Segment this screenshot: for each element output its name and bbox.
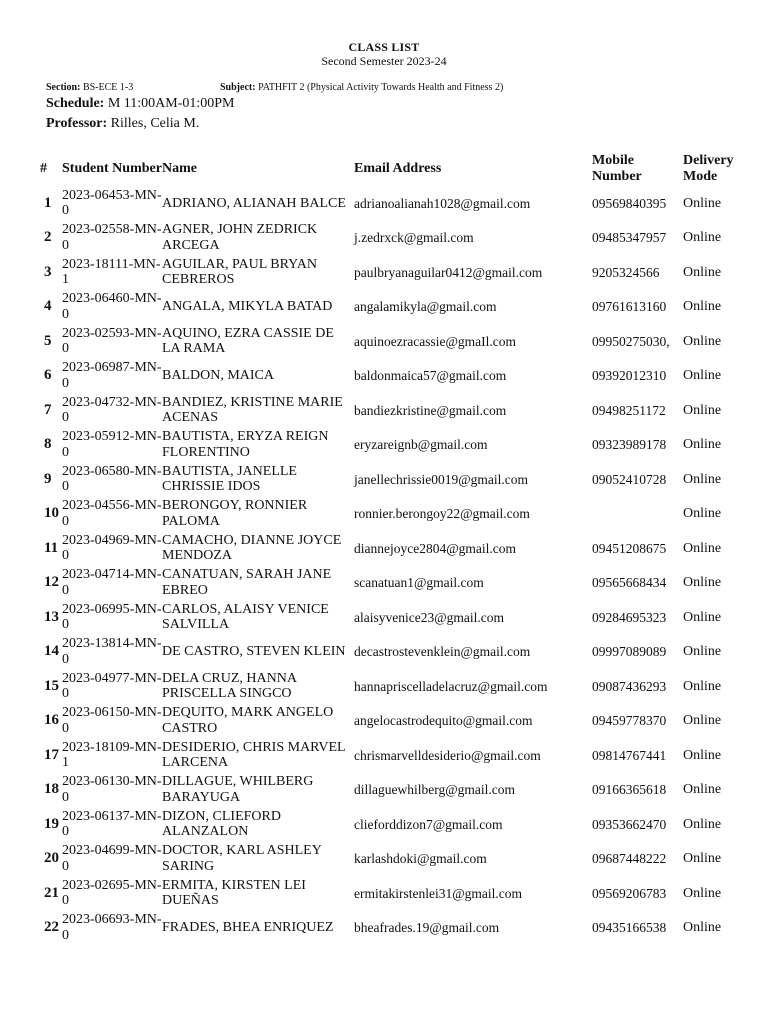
delivery-mode-cell: Online <box>683 230 722 245</box>
row-number: 22 <box>44 919 59 935</box>
delivery-mode-cell: Online <box>683 851 722 866</box>
student-number-cell: 2023-06995-MN-0 <box>62 601 162 633</box>
email-cell: alaisyvenice23@gmail.com <box>354 609 505 625</box>
row-number: 19 <box>44 815 59 832</box>
delivery-mode-cell: Online <box>683 264 722 280</box>
name-cell: ADRIANO, ALIANAH BALCE <box>162 195 346 211</box>
delivery-mode-cell: Online <box>683 368 722 383</box>
col-header-name: Name <box>162 161 197 176</box>
table-row <box>40 566 750 601</box>
row-number: 4 <box>44 298 52 314</box>
delivery-mode-cell: Online <box>683 713 722 728</box>
delivery-mode-cell: Online <box>683 747 722 763</box>
student-number-cell: 2023-06137-MN-0 <box>62 808 162 840</box>
delivery-mode-cell: Online <box>683 299 722 314</box>
mobile-cell: 09687448222 <box>592 851 667 866</box>
mobile-cell: 09353662470 <box>592 816 667 832</box>
name-cell: DE CASTRO, STEVEN KLEIN <box>162 644 346 659</box>
student-number-cell: 2023-02593-MN-0 <box>62 325 162 357</box>
student-number-cell: 2023-05912-MN-0 <box>62 429 162 460</box>
professor-value: Rilles, Celia M. <box>110 116 200 131</box>
name-cell: ERMITA, KIRSTEN LEI DUEÑAS <box>162 877 306 909</box>
delivery-mode-cell: Online <box>683 506 722 521</box>
student-number-cell: 2023-06453-MN-0 <box>62 187 162 219</box>
delivery-mode-cell: Online <box>683 471 722 487</box>
table-row <box>40 669 750 704</box>
name-cell: DOCTOR, KARL ASHLEY SARING <box>162 843 322 874</box>
mobile-cell: 09485347957 <box>592 230 667 245</box>
section-info <box>46 82 133 93</box>
row-number: 20 <box>44 850 59 866</box>
mobile-cell: 09392012310 <box>592 368 667 383</box>
mobile-cell: 09323989178 <box>592 437 667 452</box>
row-number: 12 <box>44 574 59 590</box>
mobile-cell: 09087436293 <box>592 678 667 694</box>
email-cell: angalamikyla@gmail.com <box>354 299 497 314</box>
student-number-cell: 2023-04714-MN-0 <box>62 567 162 598</box>
row-number: 18 <box>44 781 59 797</box>
mobile-cell: 09435166538 <box>592 920 667 935</box>
row-number: 1 <box>44 194 52 211</box>
table-row <box>40 911 750 946</box>
col-header-email: Email Address <box>354 161 442 176</box>
row-number: 15 <box>44 677 59 694</box>
table-row <box>40 497 750 532</box>
student-number-cell: 2023-18111-MN-1 <box>62 256 161 288</box>
table-row <box>40 635 750 670</box>
student-number-cell: 2023-06580-MN-0 <box>62 463 162 495</box>
email-cell: ermitakirstenlei31@gmail.com <box>354 885 523 901</box>
delivery-mode-cell: Online <box>683 195 722 211</box>
row-number: 8 <box>44 436 52 452</box>
row-number: 9 <box>44 470 52 487</box>
delivery-mode-cell: Online <box>683 920 722 935</box>
name-cell: BERONGOY, RONNIER PALOMA <box>162 498 308 529</box>
student-number-cell: 2023-06150-MN-0 <box>62 705 162 736</box>
mobile-cell: 09498251172 <box>592 402 666 418</box>
name-cell: CARLOS, ALAISY VENICE SALVILLA <box>162 601 329 633</box>
email-cell: scanatuan1@gmail.com <box>354 575 484 590</box>
name-cell: BALDON, MAICA <box>162 368 274 383</box>
table-row <box>40 807 750 842</box>
email-cell: angelocastrodequito@gmail.com <box>354 713 533 728</box>
delivery-mode-cell: Online <box>683 885 722 901</box>
table-row <box>40 462 750 497</box>
delivery-mode-cell: Online <box>683 816 722 832</box>
schedule-line <box>46 96 235 112</box>
row-number: 2 <box>44 229 52 245</box>
subject-label: Subject: <box>220 82 256 93</box>
name-cell: AGUILAR, PAUL BRYAN CEBREROS <box>162 256 317 288</box>
name-cell: BANDIEZ, KRISTINE MARIE ACENAS <box>162 394 343 426</box>
row-number: 14 <box>44 643 59 659</box>
email-cell: adrianoalianah1028@gmail.com <box>354 195 531 211</box>
mobile-cell: 09761613160 <box>592 299 667 314</box>
name-cell: DESIDERIO, CHRIS MARVEL LARCENA <box>162 739 346 771</box>
mobile-cell: 09814767441 <box>592 747 667 763</box>
email-cell: eryzareignb@gmail.com <box>354 437 488 452</box>
delivery-mode-cell: Online <box>683 333 722 349</box>
name-cell: CANATUAN, SARAH JANE EBREO <box>162 567 332 598</box>
table-row <box>40 600 750 635</box>
row-number: 17 <box>44 746 59 763</box>
table-row <box>40 876 750 911</box>
email-cell: bandiezkristine@gmail.com <box>354 402 507 418</box>
mobile-cell: 09950275030, <box>592 333 670 349</box>
table-row <box>40 324 750 359</box>
student-number-cell: 2023-18109-MN-1 <box>62 739 162 771</box>
student-number-cell: 2023-04556-MN-0 <box>62 498 162 529</box>
name-cell: DILLAGUE, WHILBERG BARAYUGA <box>162 774 314 805</box>
name-cell: BAUTISTA, JANELLE CHRISSIE IDOS <box>162 463 297 495</box>
table-row <box>40 290 750 325</box>
table-row <box>40 221 750 256</box>
mobile-cell: 9205324566 <box>592 264 660 280</box>
schedule-label: Schedule: <box>46 96 105 111</box>
mobile-cell: 09569840395 <box>592 195 667 211</box>
email-cell: j.zedrxck@gmail.com <box>354 230 474 245</box>
row-number: 3 <box>44 263 52 280</box>
row-number: 11 <box>44 539 59 556</box>
mobile-cell: 09569206783 <box>592 885 667 901</box>
mobile-cell: 09166365618 <box>592 782 667 797</box>
delivery-mode-cell: Online <box>683 402 722 418</box>
table-row <box>40 186 750 221</box>
student-number-cell: 2023-04969-MN-0 <box>62 532 162 564</box>
name-cell: DIZON, CLIEFORD ALANZALON <box>162 808 281 840</box>
mobile-cell: 09565668434 <box>592 575 667 590</box>
mobile-cell: 09451208675 <box>592 540 667 556</box>
student-number-cell: 2023-04699-MN-0 <box>62 843 162 874</box>
email-cell: clieforddizon7@gmail.com <box>354 816 503 832</box>
subject-info <box>220 82 503 93</box>
student-number-cell: 2023-02695-MN-0 <box>62 877 162 909</box>
name-cell: AQUINO, EZRA CASSIE DE LA RAMA <box>162 325 334 357</box>
col-header-delivery-mode: Delivery Mode <box>683 153 734 184</box>
delivery-mode-cell: Online <box>683 644 722 659</box>
row-number: 5 <box>44 332 52 349</box>
mobile-cell: 09997089089 <box>592 644 667 659</box>
delivery-mode-cell: Online <box>683 609 722 625</box>
table-body <box>40 186 750 945</box>
delivery-mode-cell: Online <box>683 782 722 797</box>
subject-value: PATHFIT 2 (Physical Activity Towards Health and Fitness 2) <box>258 82 504 93</box>
student-number-cell: 2023-04732-MN-0 <box>62 394 162 426</box>
email-cell: ronnier.berongoy22@gmail.com <box>354 506 530 521</box>
mobile-cell: 09052410728 <box>592 471 667 487</box>
student-number-cell: 2023-13814-MN-0 <box>62 636 162 667</box>
student-number-cell: 2023-06987-MN-0 <box>62 360 162 391</box>
schedule-value: M 11:00AM-01:00PM <box>107 96 235 111</box>
email-cell: chrismarvelldesiderio@gmail.com <box>354 747 541 763</box>
mobile-cell <box>592 497 683 532</box>
row-number: 16 <box>44 712 59 728</box>
name-cell: BAUTISTA, ERYZA REIGN FLORENTINO <box>162 429 329 460</box>
name-cell: DELA CRUZ, HANNA PRISCELLA SINGCO <box>162 670 297 702</box>
col-header-num: # <box>40 161 47 176</box>
email-cell: diannejoyce2804@gmail.com <box>354 540 517 556</box>
table-row <box>40 531 750 566</box>
table-row <box>40 359 750 394</box>
professor-label: Professor: <box>46 116 108 131</box>
row-number: 21 <box>44 884 59 901</box>
delivery-mode-cell: Online <box>683 540 722 556</box>
email-cell: karlashdoki@gmail.com <box>354 851 487 866</box>
section-label: Section: <box>46 82 81 93</box>
mobile-cell: 09284695323 <box>592 609 667 625</box>
name-cell: DEQUITO, MARK ANGELO CASTRO <box>162 705 334 736</box>
email-cell: janellechrissie0019@gmail.com <box>354 471 529 487</box>
student-number-cell: 2023-06460-MN-0 <box>62 291 162 322</box>
col-header-student-number: Student Number <box>62 161 162 176</box>
email-cell: hannapriscelladelacruz@gmail.com <box>354 678 548 694</box>
delivery-mode-cell: Online <box>683 437 722 452</box>
email-cell: aquinoezracassie@gmaIl.com <box>354 333 516 349</box>
class-list-table <box>40 152 750 945</box>
name-cell: FRADES, BHEA ENRIQUEZ <box>162 920 334 935</box>
table-row <box>40 393 750 428</box>
table-row <box>40 428 750 463</box>
table-row <box>40 773 750 808</box>
table-row <box>40 842 750 877</box>
email-cell: paulbryanaguilar0412@gmail.com <box>354 264 543 280</box>
row-number: 10 <box>44 505 59 521</box>
student-number-cell: 2023-06130-MN-0 <box>62 774 162 805</box>
email-cell: baldonmaica57@gmail.com <box>354 368 507 383</box>
name-cell: ANGALA, MIKYLA BATAD <box>162 299 333 314</box>
row-number: 7 <box>44 401 52 418</box>
name-cell: CAMACHO, DIANNE JOYCE MENDOZA <box>162 532 342 564</box>
student-number-cell: 2023-04977-MN-0 <box>62 670 162 702</box>
section-value: BS-ECE 1-3 <box>82 82 134 93</box>
delivery-mode-cell: Online <box>683 678 722 694</box>
semester-subtitle: Second Semester 2023-24 <box>321 54 447 68</box>
row-number: 6 <box>44 367 52 383</box>
table-row <box>40 738 750 773</box>
professor-line <box>46 116 199 132</box>
table-header-row <box>40 152 750 186</box>
table-row <box>40 704 750 739</box>
student-number-cell: 2023-02558-MN-0 <box>62 222 162 253</box>
delivery-mode-cell: Online <box>683 575 722 590</box>
table-row <box>40 255 750 290</box>
email-cell: decastrostevenklein@gmail.com <box>354 644 531 659</box>
row-number: 13 <box>44 608 59 625</box>
col-header-mobile: Mobile Number <box>592 153 642 184</box>
email-cell: bheafrades.19@gmail.com <box>354 920 500 935</box>
name-cell: AGNER, JOHN ZEDRICK ARCEGA <box>162 222 318 253</box>
student-number-cell: 2023-06693-MN-0 <box>62 912 162 943</box>
email-cell: dillaguewhilberg@gmail.com <box>354 782 516 797</box>
mobile-cell: 09459778370 <box>592 713 667 728</box>
document-title: CLASS LIST <box>348 40 420 54</box>
